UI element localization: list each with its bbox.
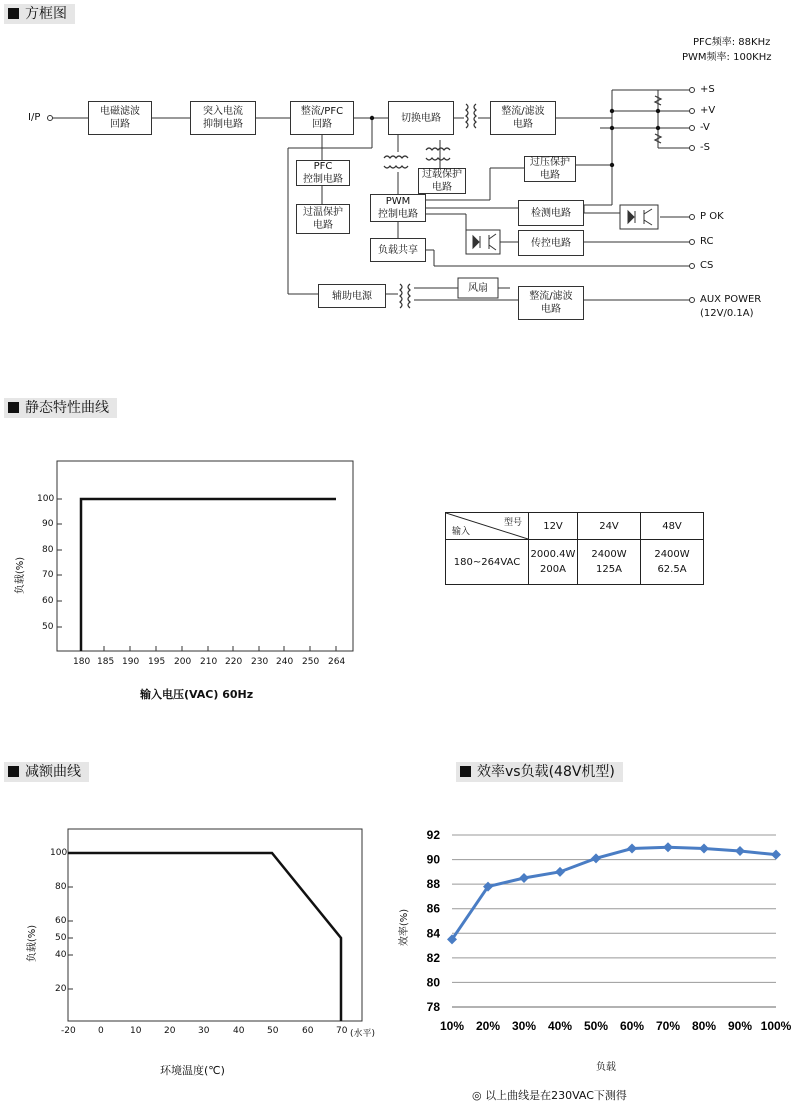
derating-ytick: 40 <box>55 950 67 960</box>
derating-ytick: 80 <box>55 882 67 892</box>
aux-power-block: 辅助电源 <box>318 284 386 308</box>
section-title-text: 方框图 <box>25 6 67 22</box>
table-input-cell: 180~264VAC <box>446 540 529 585</box>
static-ytick: 90 <box>42 519 54 529</box>
derating-xtick: 0 <box>98 1026 104 1036</box>
remote-control-block: 传控电路 <box>518 230 584 256</box>
derating-xtick: -20 <box>61 1026 76 1036</box>
load-share-block: 负载共享 <box>370 238 426 262</box>
efficiency-ytick: 92 <box>426 828 440 842</box>
output-plus-v: +V <box>700 105 716 116</box>
efficiency-ytick: 86 <box>426 901 440 916</box>
table-current: 62.5A <box>657 564 687 575</box>
rectifier-pfc-block: 整流/PFC 回路 <box>290 101 354 135</box>
derating-ytick: 100 <box>50 848 68 858</box>
output-pok: P OK <box>700 211 724 222</box>
derating-ytick: 20 <box>55 984 67 994</box>
table-corner-model: 型号 <box>503 518 522 528</box>
derating-xtick: 60 <box>302 1026 314 1036</box>
efficiency-ytick: 84 <box>426 926 440 941</box>
efficiency-xtick: 80% <box>691 1019 717 1033</box>
table-header: 12V <box>529 513 578 540</box>
efficiency-xtick: 10% <box>439 1019 465 1033</box>
static-xtick: 230 <box>251 657 269 667</box>
static-ytick: 70 <box>42 570 54 580</box>
derating-ytick: 50 <box>55 933 67 943</box>
efficiency-ytick: 78 <box>426 1000 440 1014</box>
static-ytick: 80 <box>42 545 54 555</box>
derating-xtick: 40 <box>233 1026 245 1036</box>
efficiency-xtick: 30% <box>511 1019 537 1033</box>
static-xtick: 185 <box>97 657 115 667</box>
table-corner-input: 输入 <box>452 527 471 537</box>
derating-xtick: 50 <box>267 1026 279 1036</box>
static-ytick: 60 <box>42 596 54 606</box>
efficiency-data-point <box>735 846 745 856</box>
rectifier-filter-block: 整流/滤波 电路 <box>490 101 556 135</box>
derating-xlabel: 环境温度(℃) <box>160 1064 225 1077</box>
static-xtick: 240 <box>276 657 294 667</box>
static-ytick: 100 <box>37 494 55 504</box>
efficiency-ytick: 82 <box>426 950 440 965</box>
derating-xtick: 20 <box>164 1026 176 1036</box>
section-title-text: 效率vs负载(48V机型) <box>477 764 615 780</box>
ovp-block: 过压保护 电路 <box>524 156 576 182</box>
table-header: 48V <box>641 513 704 540</box>
efficiency-xtick: 70% <box>655 1019 681 1033</box>
efficiency-xtick: 20% <box>475 1019 501 1033</box>
ip-label: I/P <box>28 112 41 123</box>
output-aux-power: AUX POWER <box>700 294 762 305</box>
efficiency-series-line <box>452 847 776 939</box>
detection-block: 检测电路 <box>518 200 584 226</box>
efficiency-ylabel: 效率(%) <box>399 908 411 947</box>
static-xtick: 220 <box>225 657 243 667</box>
static-xtick: 264 <box>328 657 346 667</box>
static-xtick: 180 <box>73 657 91 667</box>
section-title-text: 静态特性曲线 <box>25 400 109 416</box>
measurement-note: ◎ 以上曲线是在230VAC下测得 <box>472 1089 627 1102</box>
pwm-control-block: PWM 控制电路 <box>370 194 426 222</box>
table-power: 2400W <box>591 549 627 560</box>
emi-filter-block: 电磁滤波 回路 <box>88 101 152 135</box>
section-title-text: 减额曲线 <box>25 764 81 780</box>
static-xlabel: 输入电压(VAC) 60Hz <box>140 688 254 701</box>
pwm-frequency: PWM频率: 100KHz <box>682 52 772 63</box>
static-xtick: 200 <box>174 657 192 667</box>
efficiency-data-point <box>663 842 673 852</box>
derating-ytick: 60 <box>55 916 67 926</box>
output-minus-s: -S <box>700 142 710 153</box>
efficiency-data-point <box>699 844 709 854</box>
table-power: 2400W <box>654 549 690 560</box>
output-rc: RC <box>700 236 714 247</box>
output-minus-v: -V <box>700 122 710 133</box>
static-xtick: 195 <box>148 657 166 667</box>
static-ylabel: 负载(%) <box>15 556 27 595</box>
table-current: 200A <box>540 564 566 575</box>
efficiency-data-point <box>555 867 565 877</box>
fan-block: 风扇 <box>468 282 488 294</box>
derating-xtick: 70 <box>336 1026 348 1036</box>
efficiency-xtick: 60% <box>619 1019 645 1033</box>
static-xtick: 190 <box>122 657 140 667</box>
derating-ylabel: 负载(%) <box>27 924 39 963</box>
efficiency-xtick: 50% <box>583 1019 609 1033</box>
efficiency-xtick: 90% <box>727 1019 753 1033</box>
pfc-frequency: PFC频率: 88KHz <box>693 37 771 48</box>
static-xtick: 250 <box>302 657 320 667</box>
efficiency-data-point <box>591 853 601 863</box>
efficiency-data-point <box>771 850 781 860</box>
output-plus-s: +S <box>700 84 715 95</box>
pfc-control-block: PFC 控制电路 <box>296 160 350 186</box>
static-xtick: 210 <box>200 657 218 667</box>
efficiency-ytick: 80 <box>426 975 440 990</box>
otp-block: 过温保护 电路 <box>296 204 350 234</box>
inrush-limit-block: 突入电流 抑制电路 <box>190 101 256 135</box>
switching-block: 切换电路 <box>388 101 454 135</box>
table-header: 24V <box>578 513 641 540</box>
efficiency-xtick: 40% <box>547 1019 573 1033</box>
table-current: 125A <box>596 564 622 575</box>
efficiency-data-point <box>519 873 529 883</box>
efficiency-xtick: 100% <box>760 1019 792 1033</box>
table-power: 2000.4W <box>530 549 576 560</box>
output-cs: CS <box>700 260 714 271</box>
efficiency-data-point <box>627 844 637 854</box>
derating-xtick: 10 <box>130 1026 142 1036</box>
derating-xtick: 30 <box>198 1026 210 1036</box>
derating-xunit: (水平) <box>350 1029 376 1039</box>
olp-block: 过载保护 电路 <box>418 168 466 194</box>
efficiency-ytick: 90 <box>426 852 440 867</box>
rectifier-filter-aux-block: 整流/滤波 电路 <box>518 286 584 320</box>
output-aux-rating: (12V/0.1A) <box>700 308 754 319</box>
efficiency-xlabel: 负载 <box>596 1062 616 1073</box>
efficiency-ytick: 88 <box>426 877 440 892</box>
static-ytick: 50 <box>42 622 54 632</box>
